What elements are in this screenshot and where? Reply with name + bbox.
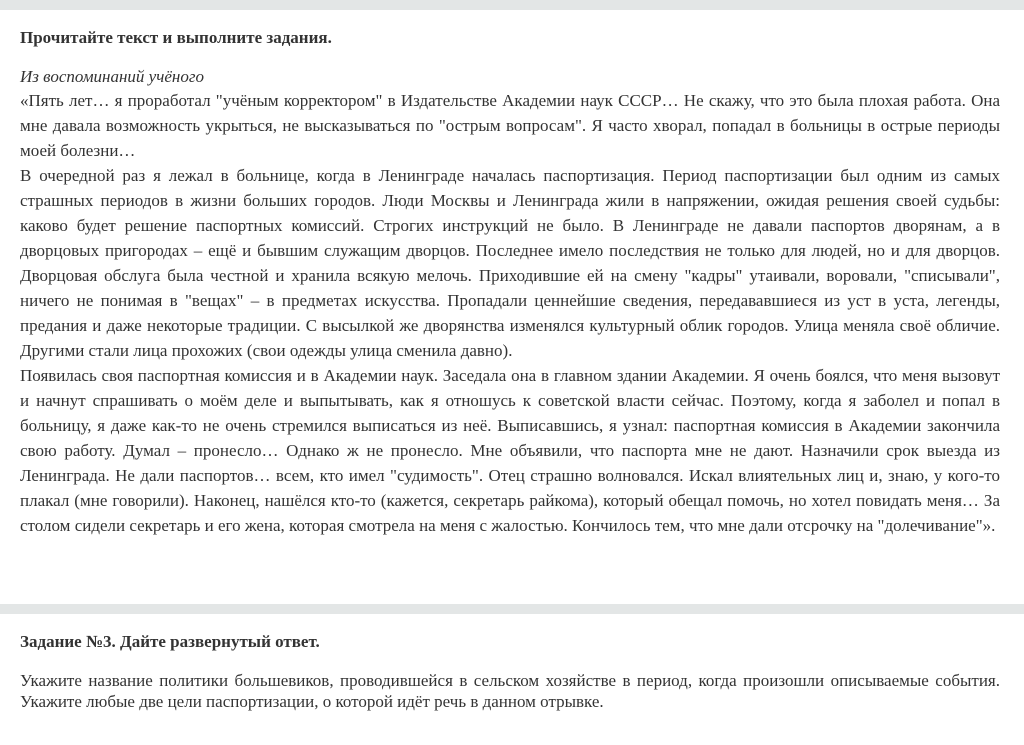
source-paragraph-1: «Пять лет… я проработал "учёным корректором" в Издательстве Академии наук СССР… Не скажу, что это была плохая работа. Она мне давала возможность укрыться, не высказываться по "острым вопросам". Я часто хворал, попадал в больницы в острые периоды моей болезни… bbox=[20, 91, 1000, 160]
instruction-heading: Прочитайте текст и выполните задания. bbox=[20, 28, 332, 47]
task-question: Укажите название политики большевиков, проводившейся в сельском хозяйстве в период, когда произошли описываемые события. Укажите любые две цели паспортизации, о которой идёт речь в данном отрывке. bbox=[20, 671, 1000, 711]
task-card bbox=[0, 614, 1024, 745]
source-caption: Из воспоминаний учёного bbox=[20, 67, 204, 86]
source-paragraph-2: В очередной раз я лежал в больнице, когда в Ленинграде началась паспортизация. Период паспортизации был одним из самых страшных периодов в жизни больших городов. Люди Москвы и Ленинграда жили в напряжении, ожидая решения своей судьбы: каково будет решение паспортных комиссий. Строгих инструкций не было. В Ленинграде не давали паспортов дворянам, а в дворцовых пригородах – ещё и бывшим служащим дворцов. Последнее имело последствия не только для людей, но и для дворцов. Дворцовая обслуга была честной и хранила всякую мелочь. Приходившие ей на смену "кадры" утаивали, воровали, "списывали", ничего не понимая в "вещах" – в предметах искусства. Пропадали ценнейшие сведения, передававшиеся из уст в уста, легенды, предания и даже некоторые традиции. С высылкой же дворянства изменялся культурный облик городов. Улица меняла своё обличие. Другими стали лица прохожих (свои одежды улица сменила давно). bbox=[20, 166, 1000, 360]
source-text-card bbox=[0, 10, 1024, 604]
source-paragraph-3: Появилась своя паспортная комиссия и в Академии наук. Заседала она в главном здании Академии. Я очень боялся, что меня вызовут и начнут спрашивать о моём деле и выпытывать, как я отношусь к советской власти сейчас. Поэтому, когда я заболел и попал в больницу, я даже как-то не очень стремился выписаться из неё. Выписавшись, я узнал: паспортная комиссия в Академии закончила свою работу. Думал – пронесло… Однако ж не пронесло. Мне объявили, что паспорта мне не дают. Назначили срок выезда из Ленинграда. Не дали паспортов… всем, кто имел "судимость". Отец страшно волновался. Искал влиятельных лиц и, знаю, у кого-то плакал (мне говорили). Наконец, нашёлся кто-то (кажется, секретарь райкома), который обещал помочь, но хотел повидать меня… За столом сидели секретарь и его жена, которая смотрела на меня с жалостью. Кончилось тем, что мне дали отсрочку на "долечивание"». bbox=[20, 366, 1000, 535]
task-heading: Задание №3. Дайте развернутый ответ. bbox=[20, 632, 320, 651]
